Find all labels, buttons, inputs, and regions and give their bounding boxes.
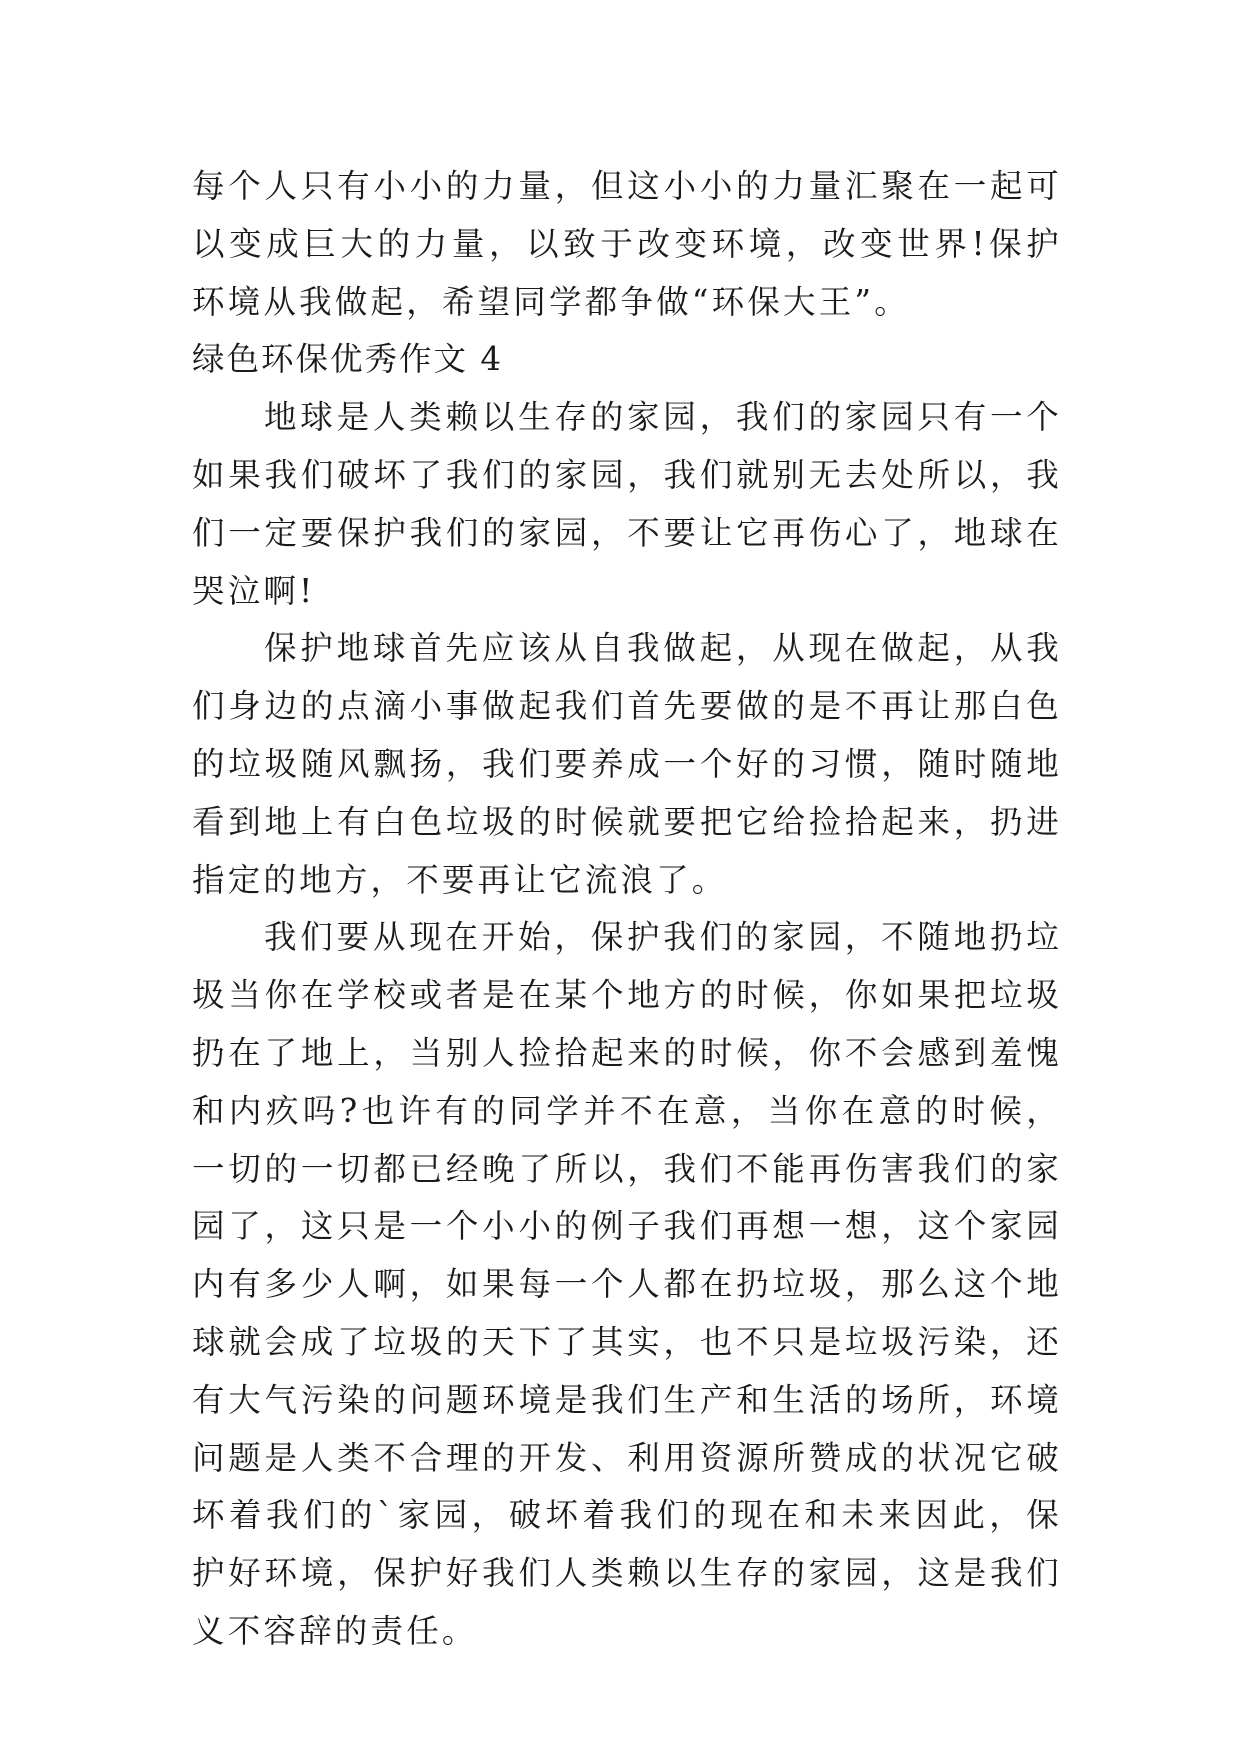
continuation-paragraph: 每个人只有小小的力量，但这小小的力量汇聚在一起可以变成巨大的力量，以致于改变环境，改变世界!保护环境从我做起，希望同学都争做“环保大王”。 (192, 167, 1062, 321)
paragraph-3: 我们要从现在开始，保护我们的家园，不随地扔垃圾当你在学校或者是在某个地方的时候，你如果把垃圾扔在了地上，当别人捡拾起来的时候，你不会感到羞愧和内疚吗?也许有的同学并不在意，当你在意的时候，一切的一切都已经晚了所以，我们不能再伤害我们的家园了，这只是一个小小的例子我们再想一想，这个家园内有多少人啊，如果每一个人都在扔垃圾，那么这个地球就会成了垃圾的天下了其实，也不只是垃圾污染，还有大气污染的问题环境是我们生产和生活的场所，环境问题是人类不合理的开发、利用资源所赞成的状况它破坏着我们的`家园，破坏着我们的现在和未来因此，保护好环境，保护好我们人类赖以生存的家园，这是我们义不容辞的责任。 (192, 918, 1062, 1650)
paragraph-1: 地球是人类赖以生存的家园，我们的家园只有一个如果我们破坏了我们的家园，我们就别无去处所以，我们一定要保护我们的家园，不要让它再伤心了，地球在哭泣啊! (192, 398, 1062, 610)
essay-body (192, 158, 1062, 1661)
paragraph-2: 保护地球首先应该从自我做起，从现在做起，从我们身边的点滴小事做起我们首先要做的是不再让那白色的垃圾随风飘扬，我们要养成一个好的习惯，随时随地看到地上有白色垃圾的时候就要把它给捡拾起来，扔进指定的地方，不要再让它流浪了。 (192, 629, 1062, 899)
section-title: 绿色环保优秀作文 4 (192, 340, 504, 379)
